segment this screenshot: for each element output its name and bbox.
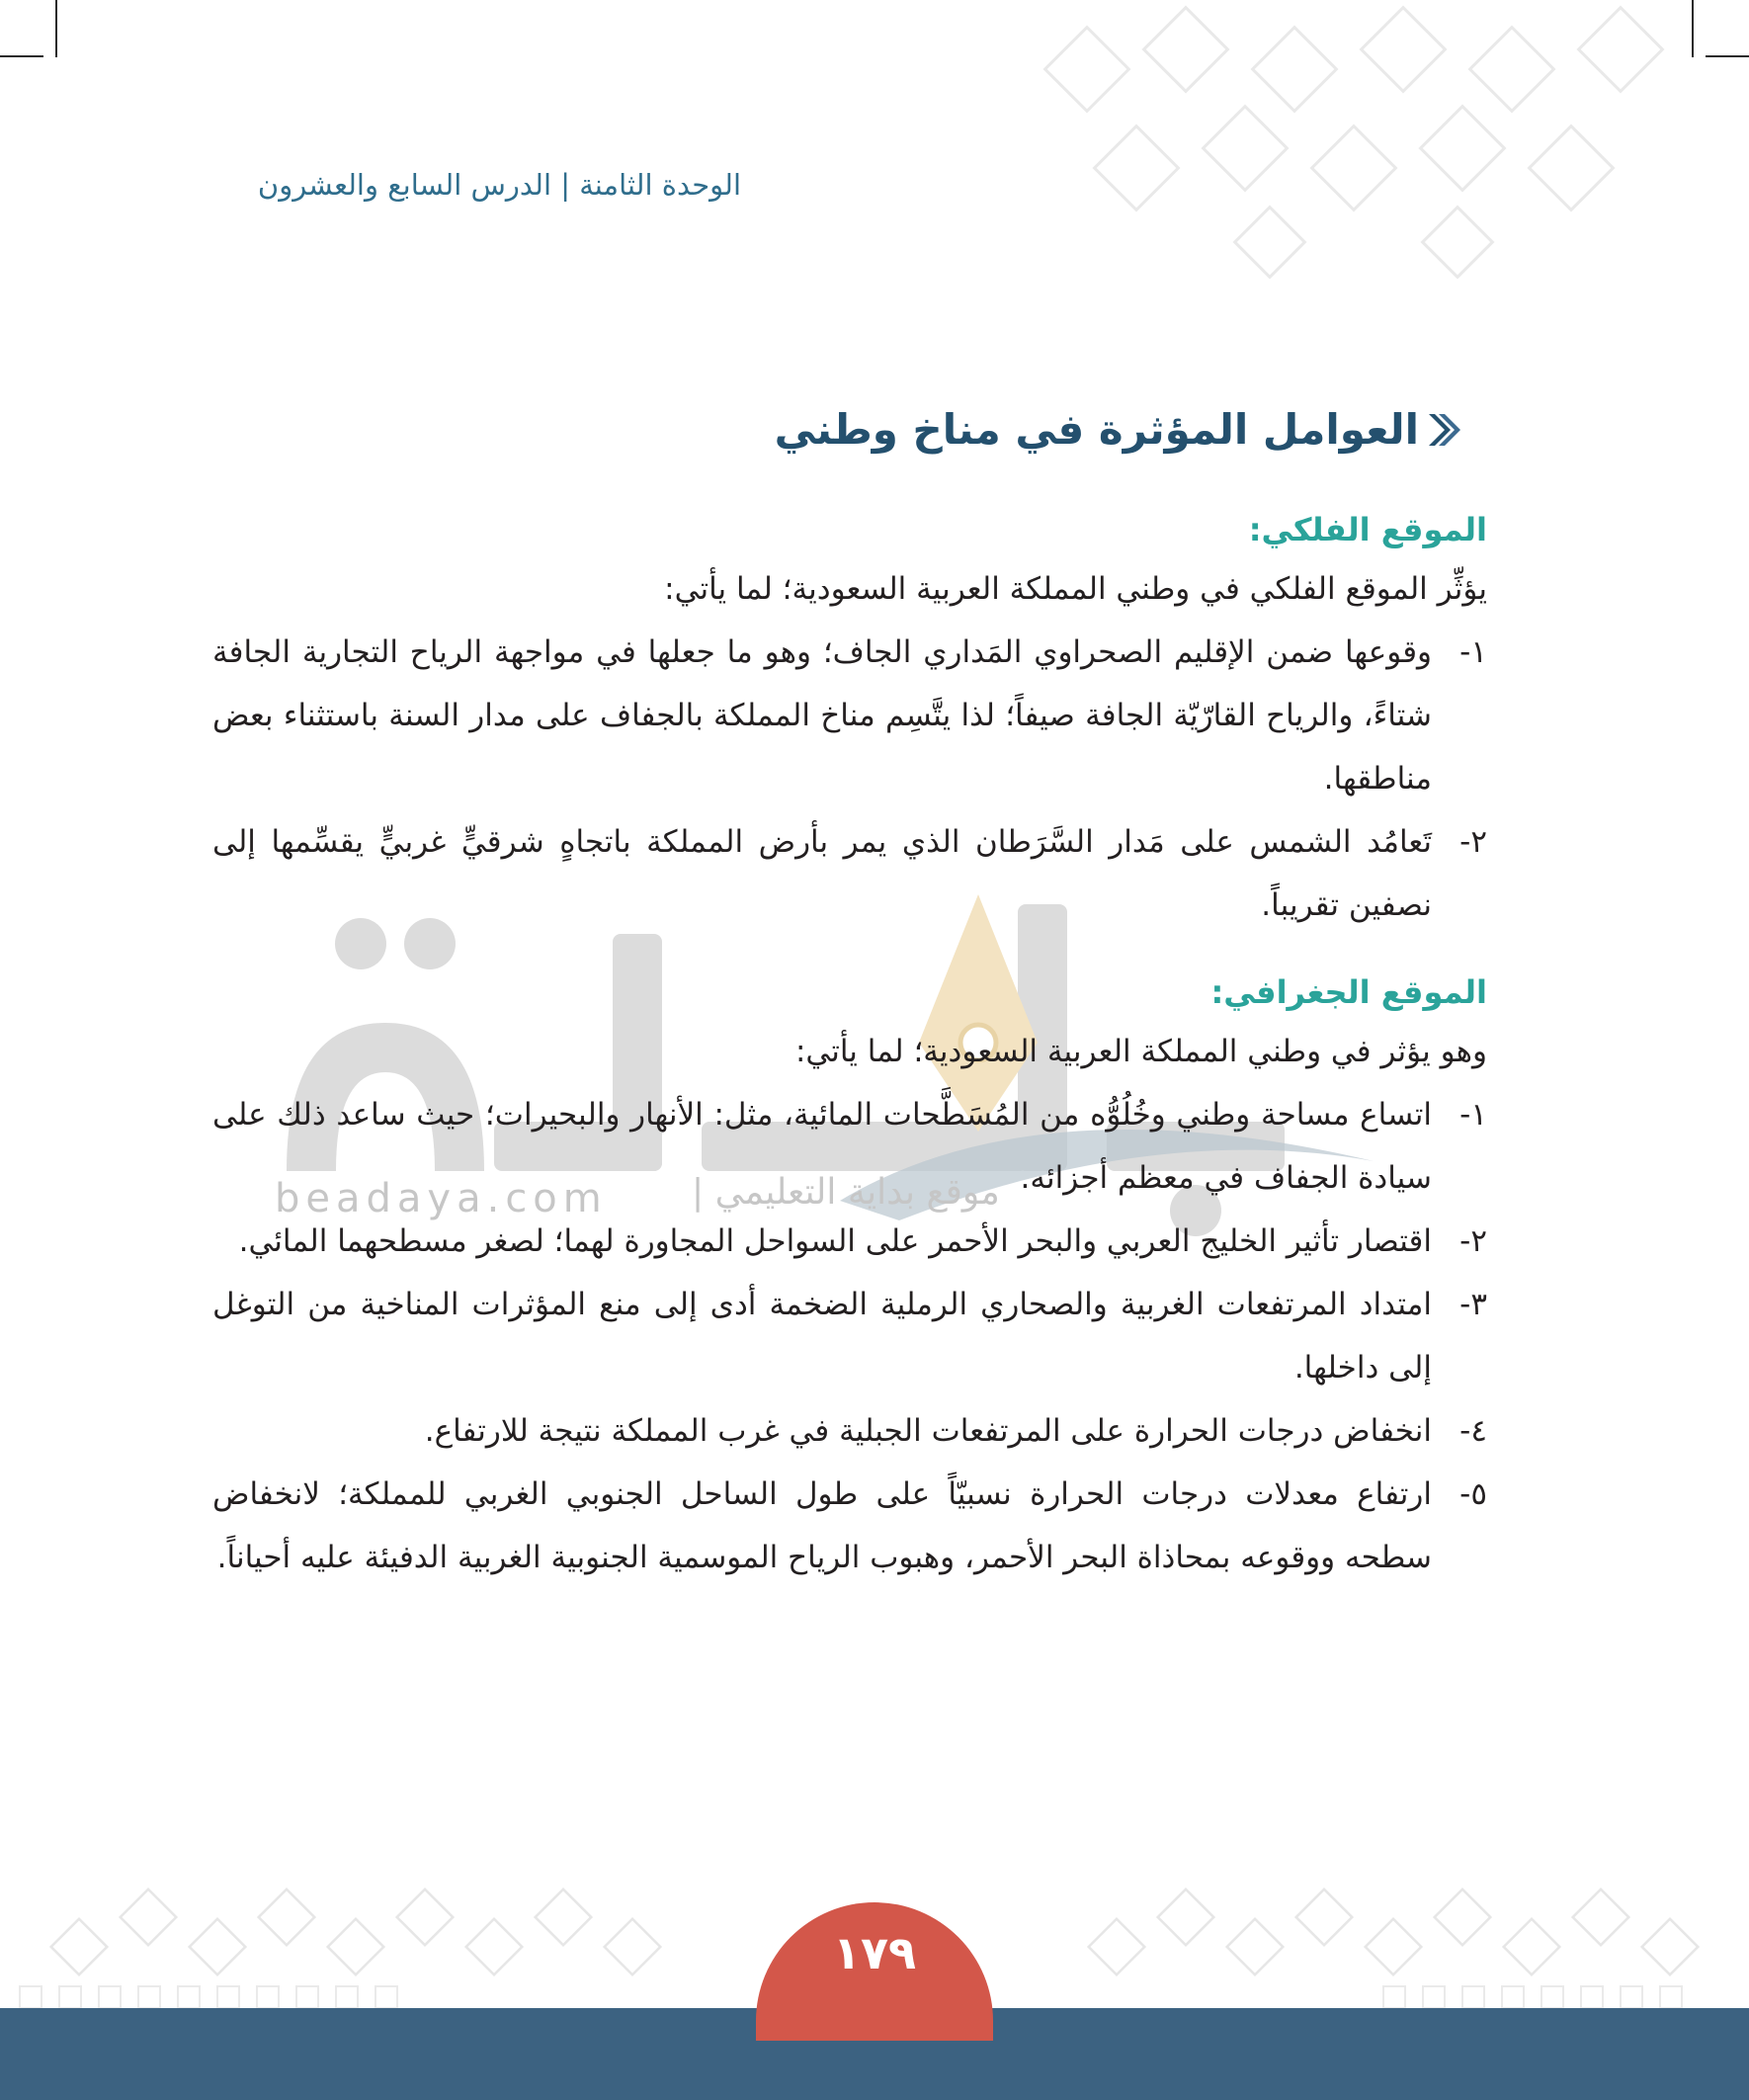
list-item-text: اتساع مساحة وطني وخُلُوُّه من المُسَطَّحات المائية، مثل: الأنهار والبحيرات؛ حيث ساعد ذلك على سيادة الجفاف في معظم أجزائه. xyxy=(212,1097,1432,1196)
list-item-number: ٢- xyxy=(1459,1223,1487,1259)
crop-mark xyxy=(0,55,43,57)
subheading-geographic: الموقع الجغرافي: xyxy=(1210,973,1487,1011)
subheading-astronomical: الموقع الفلكي: xyxy=(1248,511,1487,548)
intro-paragraph: يؤثِّر الموقع الفلكي في وطني المملكة العربية السعودية؛ لما يأتي: xyxy=(664,571,1487,607)
intro-paragraph: وهو يؤثر في وطني المملكة العربية السعودية؛ لما يأتي: xyxy=(794,1034,1487,1069)
page-number: ١٧٩ xyxy=(832,1926,917,1979)
list-item xyxy=(212,810,1487,937)
list-item-number: ١- xyxy=(1459,1097,1487,1133)
list-item-number: ٢- xyxy=(1459,824,1487,860)
list-item-text: انخفاض درجات الحرارة على المرتفعات الجبلية في غرب المملكة نتيجة للارتفاع. xyxy=(424,1413,1432,1449)
list-item-number: ٥- xyxy=(1459,1476,1487,1512)
list-item-number: ٤- xyxy=(1459,1413,1487,1449)
running-header: الوحدة الثامنة | الدرس السابع والعشرون xyxy=(257,168,741,202)
main-content xyxy=(212,502,1487,1589)
list-item-number: ٣- xyxy=(1459,1287,1487,1322)
watermark-arabic-text: موقع بداية التعليمي | xyxy=(692,1172,1000,1213)
list-item-text: اقتصار تأثير الخليج العربي والبحر الأحمر على السواحل المجاورة لهما؛ لصغر مسطحهما المائي. xyxy=(238,1223,1432,1259)
list-item xyxy=(212,1083,1487,1210)
crop-mark xyxy=(1706,55,1749,57)
section-title-text: العوامل المؤثرة في مناخ وطني xyxy=(774,405,1419,454)
list-item-text: امتداد المرتفعات الغربية والصحاري الرملية الضخمة أدى إلى منع المؤثرات المناخية من التوغل إلى داخلها. xyxy=(212,1287,1432,1386)
list-item-text: وقوعها ضمن الإقليم الصحراوي المَداري الجاف؛ وهو ما جعلها في مواجهة الرياح التجارية الجافة شتاءً، والرياح القارّيّة الجافة صيفاً؛ لذا يتَّسِم مناخ المملكة بالجفاف على مدار السنة باستثناء بعض مناطقها. xyxy=(212,634,1432,797)
list-item-text: تَعامُد الشمس على مَدار السَّرَطان الذي يمر بأرض المملكة باتجاهٍ شرقيٍّ غربيٍّ يقسِّمها إلى نصفين تقريباً. xyxy=(212,824,1432,923)
decorative-pattern-top xyxy=(1018,0,1700,296)
list-item-text: ارتفاع معدلات درجات الحرارة نسبيّاً على طول الساحل الجنوبي الغربي للمملكة؛ لانخفاض سطحه ووقوعه بمحاذاة البحر الأحمر، وهبوب الرياح الموسمية الجنوبية الغربية الدفيئة عليه أحياناً. xyxy=(212,1476,1432,1575)
list-item xyxy=(212,1463,1487,1589)
list-item xyxy=(212,1399,1487,1463)
crop-mark xyxy=(55,0,57,57)
watermark-url: beadaya.com xyxy=(275,1176,608,1221)
list-item xyxy=(212,1273,1487,1399)
chevron-double-right-icon xyxy=(1427,410,1462,450)
list-item xyxy=(212,1210,1487,1273)
section-title xyxy=(711,405,1462,454)
list-item-number: ١- xyxy=(1459,634,1487,670)
list-item xyxy=(212,621,1487,810)
